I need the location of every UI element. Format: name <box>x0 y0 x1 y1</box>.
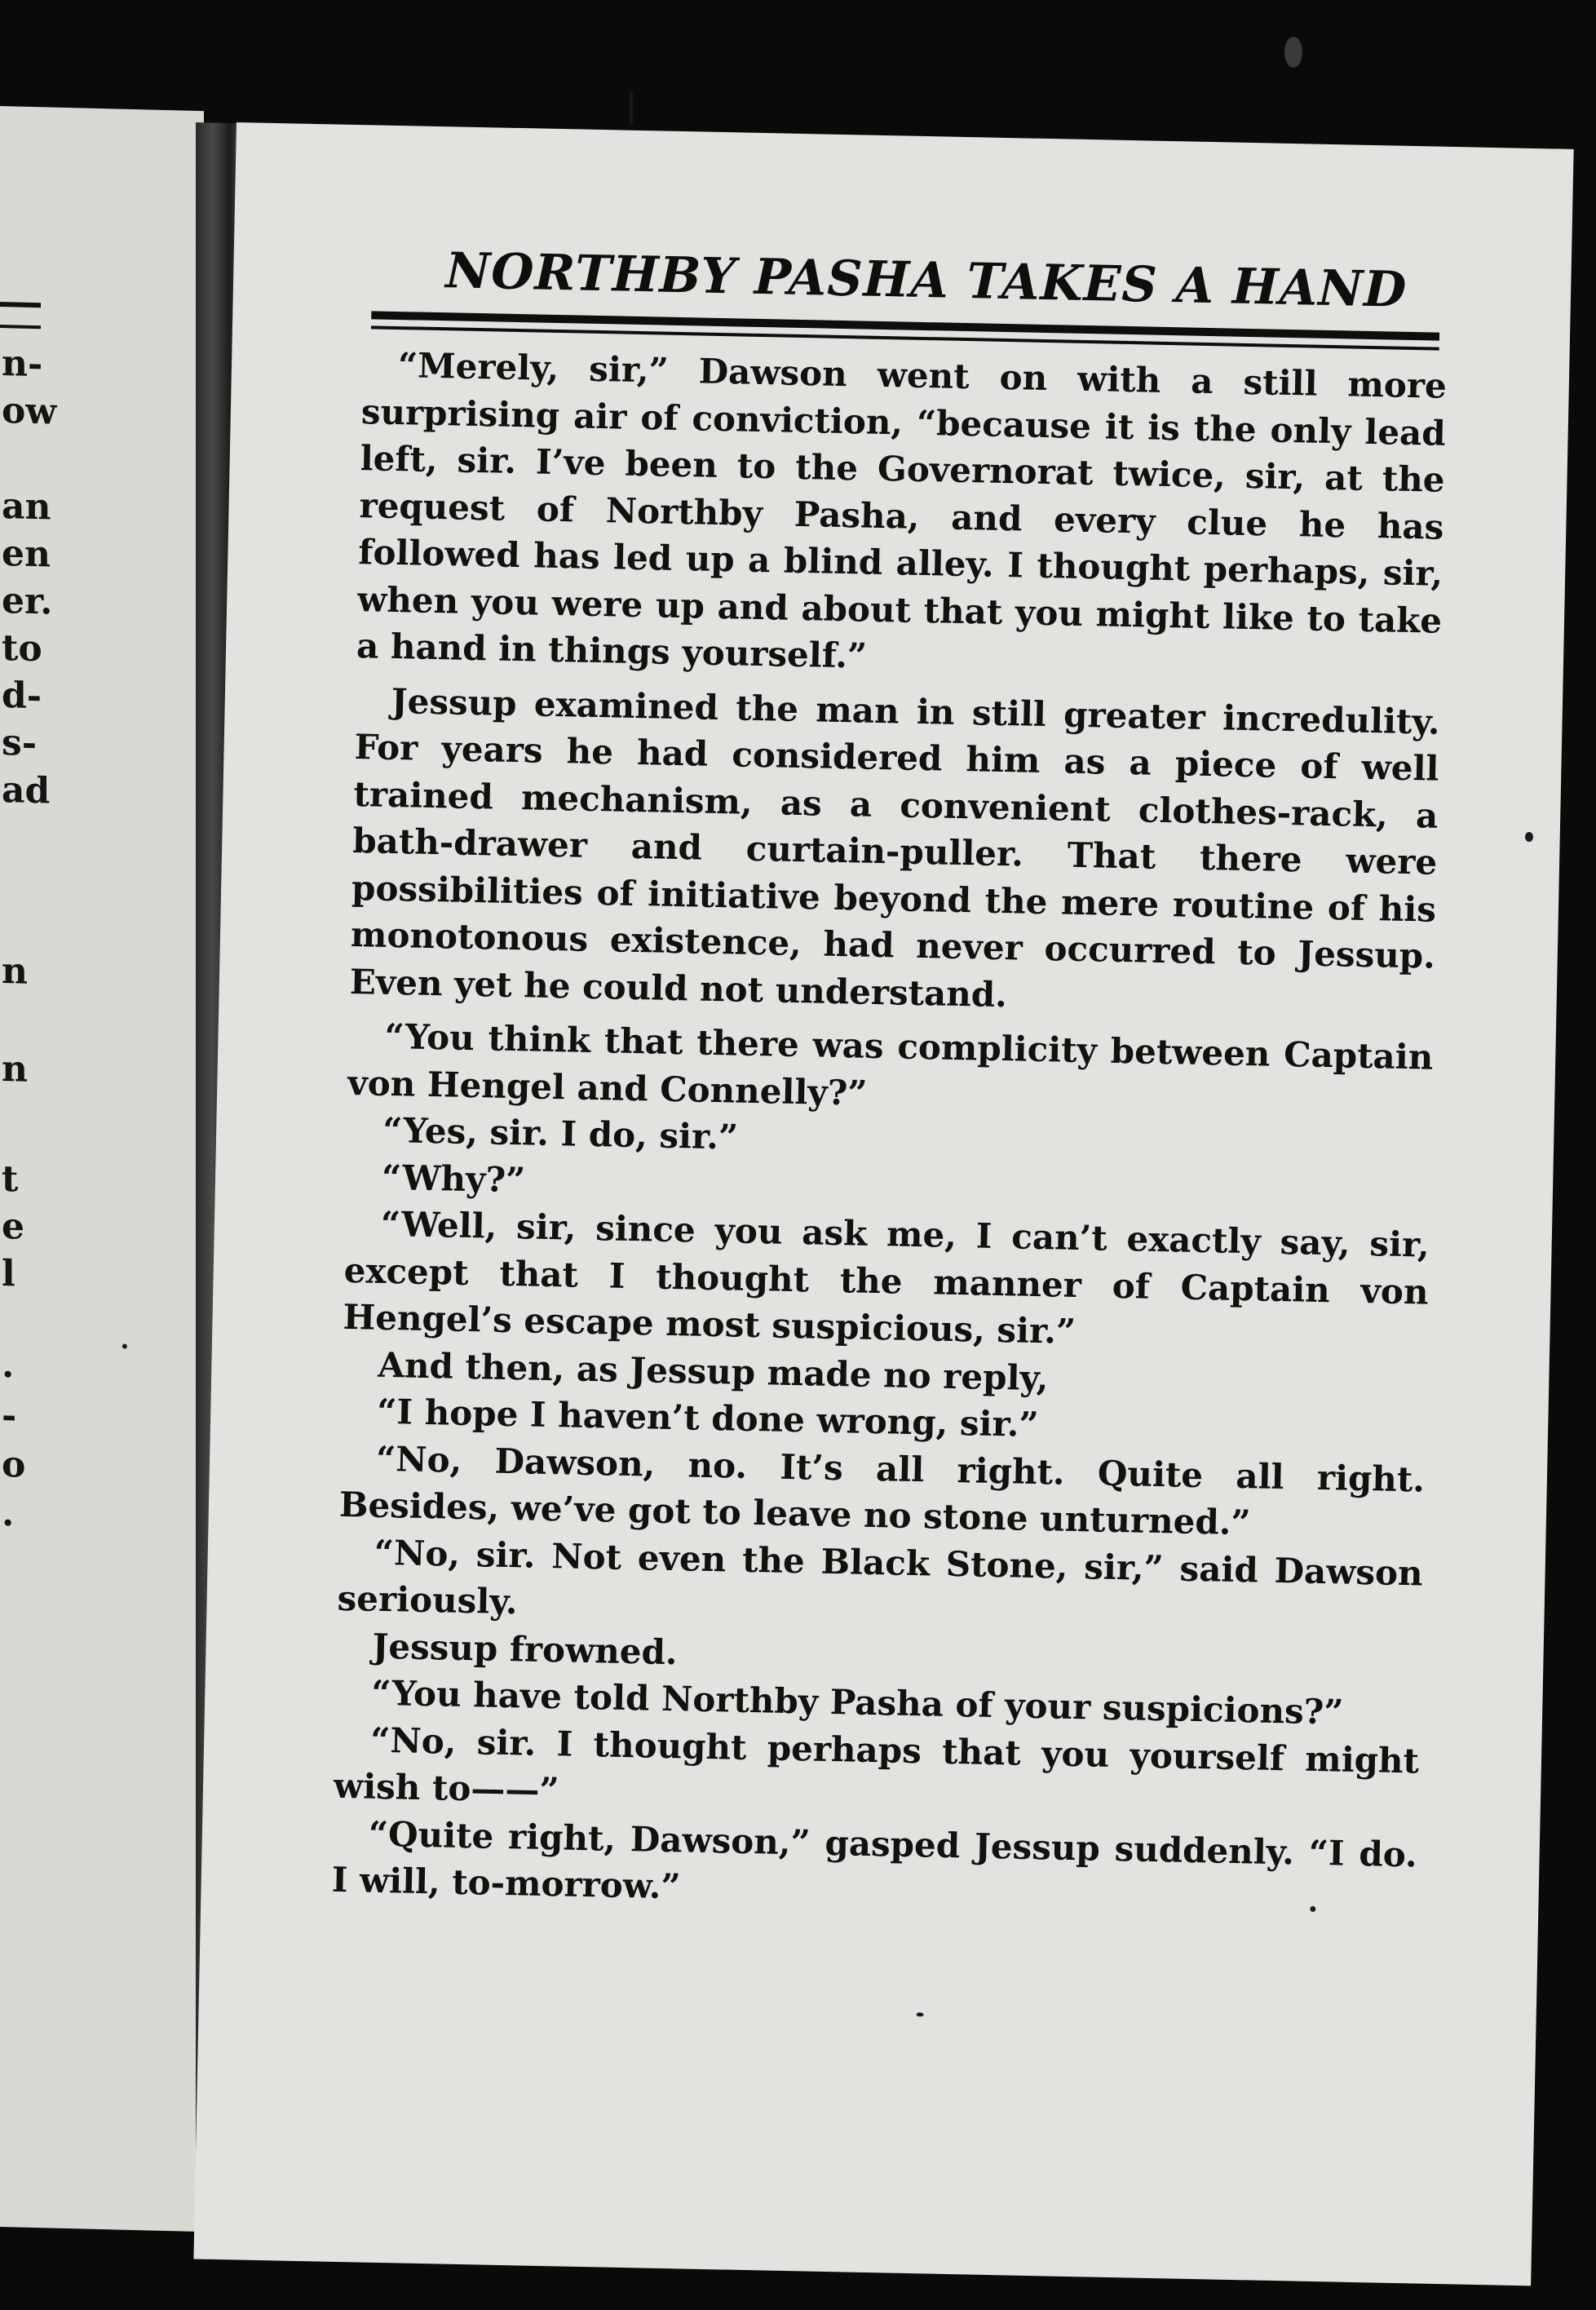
paragraph: “Yes, sir. I do, sir.” <box>382 1109 739 1157</box>
left-fragment: - <box>2 1395 17 1437</box>
paragraph: “Why?” <box>381 1157 526 1200</box>
left-fragment: . <box>2 1493 15 1535</box>
left-fragment: n <box>2 1048 28 1091</box>
left-fragment: en <box>2 533 51 576</box>
left-fragment: er. <box>2 580 53 623</box>
paragraph: “I hope I haven’t done wrong, sir.” <box>376 1391 1040 1445</box>
left-fragment: s- <box>2 722 38 765</box>
paragraph: Jessup frowned. <box>372 1626 678 1672</box>
paragraph: “Well, sir, since you ask me, I can’t exactly say, sir, except that I thought the manner of Captain von Hengel’s escape most suspicious, sir.” <box>343 1203 1430 1352</box>
left-fragment: to <box>2 627 42 670</box>
left-fragment: ow <box>2 390 57 433</box>
paragraph: Jessup examined the man in still greater incredulity. For years he had considered him as a piece of well trained mechanism, as a convenient clothes-rack, a bath-drawer and curtain-puller. That there were possibilities of initiative beyond the mere routine of his monotonous existence, had never occurred to Jessup. Even yet he could not understand. <box>349 680 1441 1015</box>
scan-speck <box>917 2012 924 2016</box>
left-page-rule <box>0 302 41 329</box>
page-body-text <box>331 341 1447 1932</box>
paragraph: And then, as Jessup made no reply, <box>377 1344 1049 1398</box>
paragraph: “Merely, sir,” Dawson went on with a still more surprising air of conviction, “because it is the only lead left, sir. I’ve been to the Governorat twice, sir, at the request of Northby Pasha, and every clue he has followed has led up a blind alley. I thought perhaps, sir, when you were up and about that you might like to take a hand in things yourself.” <box>356 345 1448 676</box>
left-fragment: e <box>2 1206 24 1248</box>
left-fragment: d- <box>2 675 42 718</box>
left-fragment: n- <box>2 343 43 386</box>
left-fragment: ad <box>2 769 51 812</box>
left-fragment: . <box>2 1344 15 1387</box>
scan-scratch <box>630 91 633 124</box>
running-head: NORTHBY PASHA TAKES A HAND <box>444 242 1408 319</box>
right-book-page <box>193 122 1573 2286</box>
paragraph: “No, sir. Not even the Black Stone, sir,” said Dawson seriously. <box>337 1532 1424 1622</box>
paragraph: “No, Dawson, no. It’s all right. Quite all right. Besides, we’ve got to leave no stone unturned.” <box>338 1438 1426 1543</box>
scan-speck <box>1525 832 1533 842</box>
left-facing-page <box>0 106 204 2232</box>
paragraph: “You have told Northby Pasha of your suspicions?” <box>370 1672 1344 1732</box>
left-fragment: n <box>2 950 28 993</box>
left-fragment: t <box>2 1158 19 1201</box>
scan-speck <box>1310 1906 1315 1912</box>
paragraph: “Quite right, Dawson,” gasped Jessup suddenly. “I do. I will, to-morrow.” <box>331 1813 1418 1907</box>
scan-speck <box>122 1343 127 1348</box>
left-fragment: l <box>2 1253 15 1295</box>
scan-smudge <box>1284 37 1302 68</box>
left-fragment: o <box>2 1444 26 1486</box>
left-fragment: an <box>2 485 51 529</box>
paragraph: “No, sir. I thought perhaps that you yourself might wish to——” <box>333 1719 1420 1811</box>
paragraph: “You think that there was complicity between Captain von Hengel and Connelly?” <box>347 1016 1434 1113</box>
